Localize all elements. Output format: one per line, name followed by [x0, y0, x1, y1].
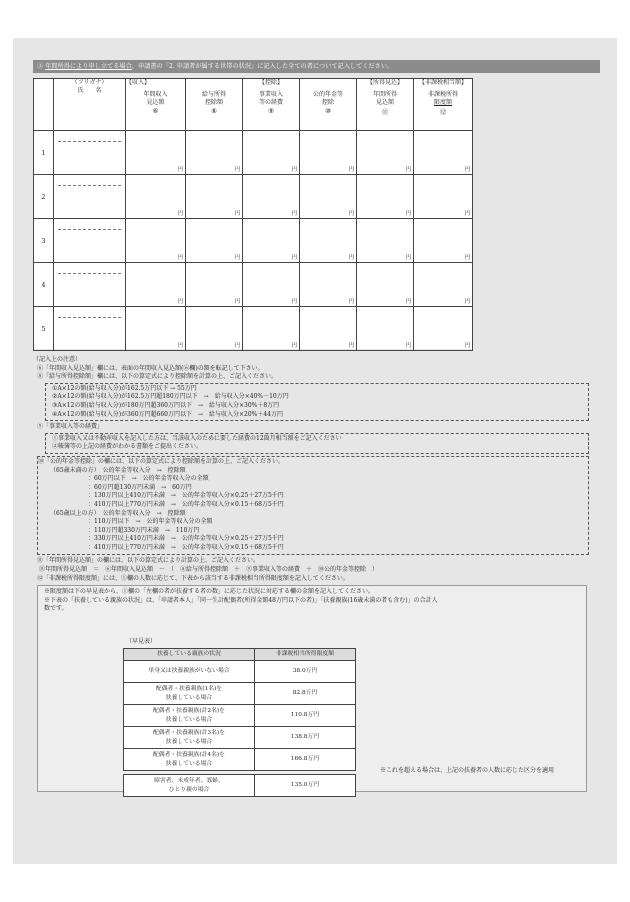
yen-unit: 円 — [291, 255, 297, 261]
yen-unit: 円 — [234, 211, 240, 217]
hayami-row — [124, 705, 356, 727]
col-label: 年間収入 — [143, 91, 168, 98]
amount-cell[interactable] — [243, 175, 300, 219]
furigana-divider — [58, 141, 121, 142]
hayami-value: 38.0万円 — [255, 661, 356, 683]
yen-unit: 円 — [291, 211, 297, 217]
hayami-label: 配偶者・扶養親族(1名)を 扶養している場合 — [124, 683, 255, 705]
table-row — [34, 219, 473, 263]
name-label: 氏 名 — [77, 87, 102, 94]
col-label: 見込額 — [146, 99, 165, 106]
yen-unit: 円 — [405, 255, 411, 261]
section-limit: 【非課税相当額】 — [418, 79, 467, 86]
col-label: 見込額 — [375, 99, 394, 106]
table-row — [34, 131, 473, 175]
furigana-divider — [58, 273, 121, 274]
guide-line: 数です。 — [44, 605, 68, 613]
hayami-label: 単身又は扶養親族がいない場合 — [124, 661, 255, 683]
instructions — [33, 356, 603, 792]
col-label: 事業収入 — [258, 91, 283, 98]
section-deduction: 【控除】 — [258, 79, 283, 86]
guide-line: ※限度額は下の早見表から、①欄の「左欄の者が扶養する者の数」に応じた状況に対応する欄の金額を記入してください。 — [44, 588, 375, 596]
yen-unit: 円 — [405, 299, 411, 305]
hayami-row — [124, 749, 356, 771]
section-estimate: 【所得見込】 — [366, 79, 403, 86]
yen-unit: 円 — [177, 211, 183, 217]
amount-cell[interactable] — [300, 219, 357, 263]
amount-cell[interactable] — [414, 307, 473, 351]
col-number: ⑩ — [325, 107, 331, 115]
yen-unit: 円 — [234, 299, 240, 305]
furigana-divider — [58, 185, 121, 186]
yen-unit: 円 — [405, 211, 411, 217]
amount-cell[interactable] — [186, 307, 243, 351]
col-number: ⑫ — [439, 108, 447, 116]
pension-line: ：410万円以上770万円未満 → 公的年金等収入分×0.15＋68万5千円 — [88, 543, 284, 551]
yen-unit: 円 — [291, 343, 297, 349]
notes-title: （記入上の注意） — [33, 356, 82, 363]
name-header — [54, 79, 126, 131]
pension-line: ：130万円以上410万円未満 → 公的年金等収入分×0.25＋27万5千円 — [88, 492, 284, 500]
col-label: 公的年金等 — [312, 91, 343, 98]
col-header-business-expense — [243, 79, 300, 131]
yen-unit: 円 — [348, 255, 354, 261]
hayami-value: 138.8万円 — [255, 727, 356, 749]
col-number: ⑪ — [381, 108, 389, 116]
yen-unit: 円 — [464, 299, 470, 305]
pension-line: ：410万円以上770万円未満 → 公的年金等収入分×0.15＋68万5千円 — [88, 500, 284, 508]
table-row — [34, 307, 473, 351]
amount-cell[interactable] — [243, 263, 300, 307]
col-number: ⑨ — [268, 107, 274, 115]
formula-line: ④A×12の額(給与収入分)が360万円超660万円以下 → 給与収入分×20%＋44万円 — [52, 410, 283, 418]
row-number: 5 — [34, 307, 54, 351]
rownum-header — [34, 79, 54, 131]
hayami-header: 扶養している親族の状況 — [124, 649, 255, 661]
col-header-salary-deduction — [186, 79, 243, 131]
pension-line: ：110万円超330万円未満 → 110万円 — [88, 526, 200, 534]
business-expense-box — [45, 433, 589, 454]
yen-unit: 円 — [348, 167, 354, 173]
hayami-label: 配偶者・扶養親族(計3名)を 扶養している場合 — [124, 727, 255, 749]
note-line: ②帳簿等の上記の経費がわかる書類をご提出ください。 — [52, 443, 203, 451]
note-8: ⑧「給与所得控除額」欄には、以下の算定式により控除額を計算の上、ご記入ください。 — [37, 373, 278, 381]
amount-cell[interactable] — [414, 219, 473, 263]
amount-cell[interactable] — [186, 175, 243, 219]
hayami-value: 82.8万円 — [255, 683, 356, 705]
col-number: ⑧ — [211, 107, 217, 115]
col-label: 控除額 — [204, 99, 223, 106]
furigana-divider — [58, 229, 121, 230]
amount-cell[interactable] — [300, 263, 357, 307]
yen-unit: 円 — [348, 211, 354, 217]
amount-cell[interactable] — [243, 219, 300, 263]
hayami-value: 166.8万円 — [255, 749, 356, 771]
row-number: 1 — [34, 131, 54, 175]
col-number: ⑥ — [152, 107, 159, 115]
col-header-pension-deduction — [300, 79, 357, 131]
table-row — [34, 263, 473, 307]
yen-unit: 円 — [405, 167, 411, 173]
note-12: ⑫「非課税所得限度額」には、①欄の人数に応じて、下表から該当する非課税相当所得限度額を記入してください。 — [37, 574, 349, 582]
note-6: ⑥「年間収入見込額」欄には、表面の年間収入見込額(⑥欄)の額を転記して下さい。 — [37, 364, 264, 372]
pension-line: ：60万円以下 → 公的年金等収入分の全額 — [88, 475, 209, 483]
pension-line: ：60万円超130万円未満 → 60万円 — [88, 483, 192, 491]
col-label: 給与所得 — [201, 91, 226, 98]
amount-cell[interactable] — [126, 219, 186, 263]
formula-line: ②A×12の額(給与収入分)が162.5万円超180万円以下 → 給与収入分×40%－10万円 — [52, 393, 289, 401]
row-number: 3 — [34, 219, 54, 263]
hayami-title: （早見表） — [126, 638, 157, 646]
yen-unit: 円 — [405, 343, 411, 349]
name-cell[interactable] — [54, 307, 126, 351]
amount-cell[interactable] — [126, 131, 186, 175]
yen-unit: 円 — [234, 255, 240, 261]
yen-unit: 円 — [291, 167, 297, 173]
col-label: 控除 — [321, 99, 334, 106]
note-11: ⑪「年間所得見込額」の欄には、以下の算定式により計算の上、ご記入ください。 — [37, 557, 260, 565]
col-header-nontaxable-limit — [414, 79, 473, 131]
note-line: ①事業収入又は不動産収入を記入した方は、当該収入のために要した経費の12箇月相当額をご記入ください — [52, 434, 342, 442]
amount-cell[interactable] — [126, 175, 186, 219]
amount-cell[interactable] — [126, 307, 186, 351]
col-label: 限度額 — [433, 99, 452, 106]
pension-line: ：330万円以上410万円未満 → 公的年金等収入分×0.25＋27万5千円 — [88, 535, 284, 543]
amount-cell[interactable] — [186, 263, 243, 307]
formula-line: ③A×12の額(給与収入分)が180万円超360万円以下 → 給与収入分×30%＋8万円 — [52, 401, 280, 409]
name-cell[interactable] — [54, 263, 126, 307]
amount-cell[interactable] — [186, 219, 243, 263]
name-cell[interactable] — [54, 175, 126, 219]
amount-cell[interactable] — [357, 219, 414, 263]
col-header-income — [126, 79, 186, 131]
amount-cell[interactable] — [300, 131, 357, 175]
hayami-header: 非課税相当所得限度額 — [255, 649, 356, 661]
yen-unit: 円 — [348, 343, 354, 349]
yen-unit: 円 — [464, 343, 470, 349]
pension-line: ：110万円以下 → 公的年金等収入分の全額 — [88, 518, 213, 526]
amount-cell[interactable] — [300, 175, 357, 219]
name-cell[interactable] — [54, 131, 126, 175]
note-9: ⑨「事業収入等の経費」 — [37, 423, 104, 431]
row-number: 4 — [34, 263, 54, 307]
over65-header: （65歳以上の方） 公的年金等収入分 → 控除額 — [50, 509, 186, 517]
income-table-container — [33, 78, 472, 349]
col-label: 非課税所得 — [427, 91, 458, 98]
yen-unit: 円 — [464, 255, 470, 261]
furigana-label: （フリガナ） — [71, 79, 108, 86]
side-note: ※これを超える場合は、上記の扶養者の人数に応じた区分を適用 — [380, 767, 555, 775]
amount-cell[interactable] — [357, 131, 414, 175]
hayami-label: 配偶者・扶養親族(計2名)を 扶養している場合 — [124, 705, 255, 727]
limit-guide-box — [37, 585, 587, 792]
yen-unit: 円 — [291, 299, 297, 305]
row-number: 2 — [34, 175, 54, 219]
note-10: ⑩「公的年金等控除」の欄には、以下の算定式により控除額を計算の上、ご記入ください。 — [38, 457, 285, 465]
amount-cell[interactable] — [300, 307, 357, 351]
yen-unit: 円 — [234, 167, 240, 173]
yen-unit: 円 — [177, 343, 183, 349]
yen-unit: 円 — [177, 255, 183, 261]
amount-cell[interactable] — [357, 175, 414, 219]
under65-header: （65歳未満の方） 公的年金等収入分 → 控除額 — [50, 466, 186, 474]
section-banner — [33, 60, 600, 73]
table-row — [34, 175, 473, 219]
amount-cell[interactable] — [414, 263, 473, 307]
income-formula: ⑪年間所得見込額 ＝ ⑥年間収入見込額 － （ ⑧給与所得控除額 ＋ ⑨事業収入等の経費 ＋ ⑩公的年金等控除 ） — [39, 566, 379, 574]
amount-cell[interactable] — [414, 175, 473, 219]
hayami-row — [124, 683, 356, 705]
hayami-value: 110.8万円 — [255, 705, 356, 727]
name-cell[interactable] — [54, 219, 126, 263]
guide-line: ※下表の「扶養している親族の状況」は、「申請者本人」「同一生計配偶者(所得金額48万円以下の者)」「扶養親族(16歳未満の者も含む)」の合計人 — [44, 596, 438, 604]
hayami-label-special: 障害者、未成年者、寡婦、 ひとり親の場合 — [124, 775, 255, 797]
amount-cell[interactable] — [357, 263, 414, 307]
hayami-value-special: 135.0万円 — [255, 775, 356, 797]
banner-number: ③ — [37, 63, 44, 70]
yen-unit: 円 — [464, 167, 470, 173]
salary-deduction-box — [45, 383, 589, 421]
col-label: 等の経費 — [258, 99, 283, 106]
furigana-divider — [58, 317, 121, 318]
banner-text: 、申請書の「2. 申請者が属する世帯の状況」に記入した全ての者について記入してください。 — [131, 63, 394, 70]
income-table — [33, 78, 473, 351]
hayami-row — [124, 727, 356, 749]
col-label: 年間所得 — [372, 91, 397, 98]
form-page — [13, 38, 617, 864]
amount-cell[interactable] — [186, 131, 243, 175]
amount-cell[interactable] — [243, 131, 300, 175]
yen-unit: 円 — [464, 211, 470, 217]
yen-unit: 円 — [234, 343, 240, 349]
hayami-row — [124, 661, 356, 683]
yen-unit: 円 — [177, 167, 183, 173]
hayami-table — [123, 648, 356, 797]
pension-deduction-box — [37, 456, 589, 556]
amount-cell[interactable] — [126, 263, 186, 307]
col-header-income-estimate — [357, 79, 414, 131]
amount-cell[interactable] — [357, 307, 414, 351]
banner-underlined: 年間所得により申し立てる場合 — [45, 63, 132, 70]
hayami-label: 配偶者・扶養親族(計4名)を 扶養している場合 — [124, 749, 255, 771]
formula-line: ①A×12の額(給与収入分)が162.5万円以下 → 55万円 — [52, 384, 197, 392]
yen-unit: 円 — [348, 299, 354, 305]
section-income: 【収入】 — [126, 79, 151, 86]
yen-unit: 円 — [177, 299, 183, 305]
amount-cell[interactable] — [414, 131, 473, 175]
amount-cell[interactable] — [243, 307, 300, 351]
